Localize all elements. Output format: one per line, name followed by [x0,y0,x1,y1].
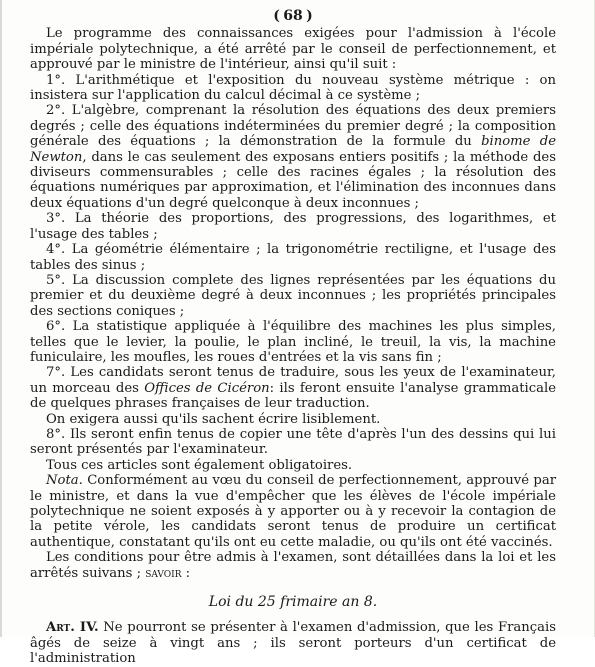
item-4-paragraph [30,242,556,273]
item-5-paragraph [30,273,556,319]
item-2-text-start: 2°. L'algèbre, comprenant la résolution des équations des deux premiers degrés ; celle des équations indéterminées du premier degré ; la composition générale des équations ; la démonstration de la formule du [30,103,556,150]
item-5-text: 5°. La discussion complete des lignes représentées par les équations du premier et du deuxième degré à deux inconnues ; les propriétés principales des sections coniques ; [30,272,556,319]
page-number-value: 68 [283,8,303,24]
item-8-text: 8°. Ils seront enfin tenus de copier une tête d'après l'un des dessins qui lui seront présentés par l'examinateur. [30,426,556,458]
article-label: Art. IV. [46,620,99,636]
conditions-paragraph [30,550,556,581]
page-text [30,9,556,667]
item-3-paragraph [30,211,556,242]
item-6-paragraph [30,319,556,365]
item-2-italic-newton: binome de Newton [30,134,556,165]
writing-text: On exigera aussi qu'ils sachent écrire lisiblement. [46,411,381,427]
item-1-text: 1°. L'arithmétique et l'exposition du nouveau système métrique : on insistera sur l'application du calcul décimal à ce système ; [30,72,556,104]
article-text: Ne pourront se présenter à l'examen d'admission, que les Français âgés de seize à vingt ans ; ils seront porteurs d'un certificat de l'administration [30,620,556,667]
obligatory-paragraph [30,458,556,473]
writing-paragraph [30,412,556,427]
obligatory-text: Tous ces articles sont également obligatoires. [46,457,353,473]
item-7-text-end: : ils feront ensuite l'analyse grammaticale de quelques phrases françaises de leur traduction. [30,380,557,412]
item-7-text-start: 7°. Les candidats seront tenus de traduire, sous les yeux de l'examinateur, un morceau des [30,365,556,396]
conditions-text: Les conditions pour être admis à l'examen, sont détaillées dans la loi et les arrêtés suivans ; [30,550,556,581]
item-2-paragraph [30,103,556,211]
nota-text: Conformément au vœu du conseil de perfectionnement, approuvé par le ministre, et dans la vue d'empêcher que les élèves de l'école impériale polytechnique ne soient exposés à y apporter ou à y recevoir la contagion de la petite vérole, les candidats seront tenus de produire un certificat authentique, constatant qu'ils ont eu cette maladie, ou qu'ils ont été vaccinés. [30,473,556,550]
item-7-paragraph [30,365,556,411]
law-title: Loi du 25 frimaire an 8. [208,594,378,611]
intro-paragraph [30,26,556,72]
item-3-text: 3°. La théorie des proportions, des progressions, des logarithmes, et l'usage des tables ; [30,211,556,242]
item-7-italic-cicero: Offices de Cicéron [144,380,270,396]
item-4-text: 4°. La géométrie élémentaire ; la trigonométrie rectiligne, et l'usage des tables des sinus ; [30,242,556,273]
page-number: ( 68 ) [273,8,313,24]
item-6-text: 6°. La statistique appliquée à l'équilibre des machines les plus simples, telles que le levier, la poulie, le plan incliné, le treuil, la vis, la machine funiculaire, les moufles, les roues d'entrées et la vis sans fin ; [30,319,556,365]
article-paragraph [30,620,556,666]
intro-text: Le programme des connaissances exigées pour l'admission à l'école impériale polytechnique, a été arrêté par le conseil de perfectionnement, et approuvé par le ministre de l'intérieur, ainsi qu'il suit : [30,26,556,73]
nota-label: Nota. [46,473,83,489]
item-1-paragraph [30,73,556,104]
conditions-savoir: savoir : [145,565,191,581]
item-2-text-end: , dans le cas seulement des exposans entiers positifs ; la méthode des diviseurs commensurables ; celle des racines égales ; la résolution des équations numériques par approximation, et l'élimination des inconnues dans deux équations d'un degré quelconque à deux inconnues ; [30,149,556,211]
nota-paragraph [30,473,556,550]
item-8-paragraph [30,427,556,458]
